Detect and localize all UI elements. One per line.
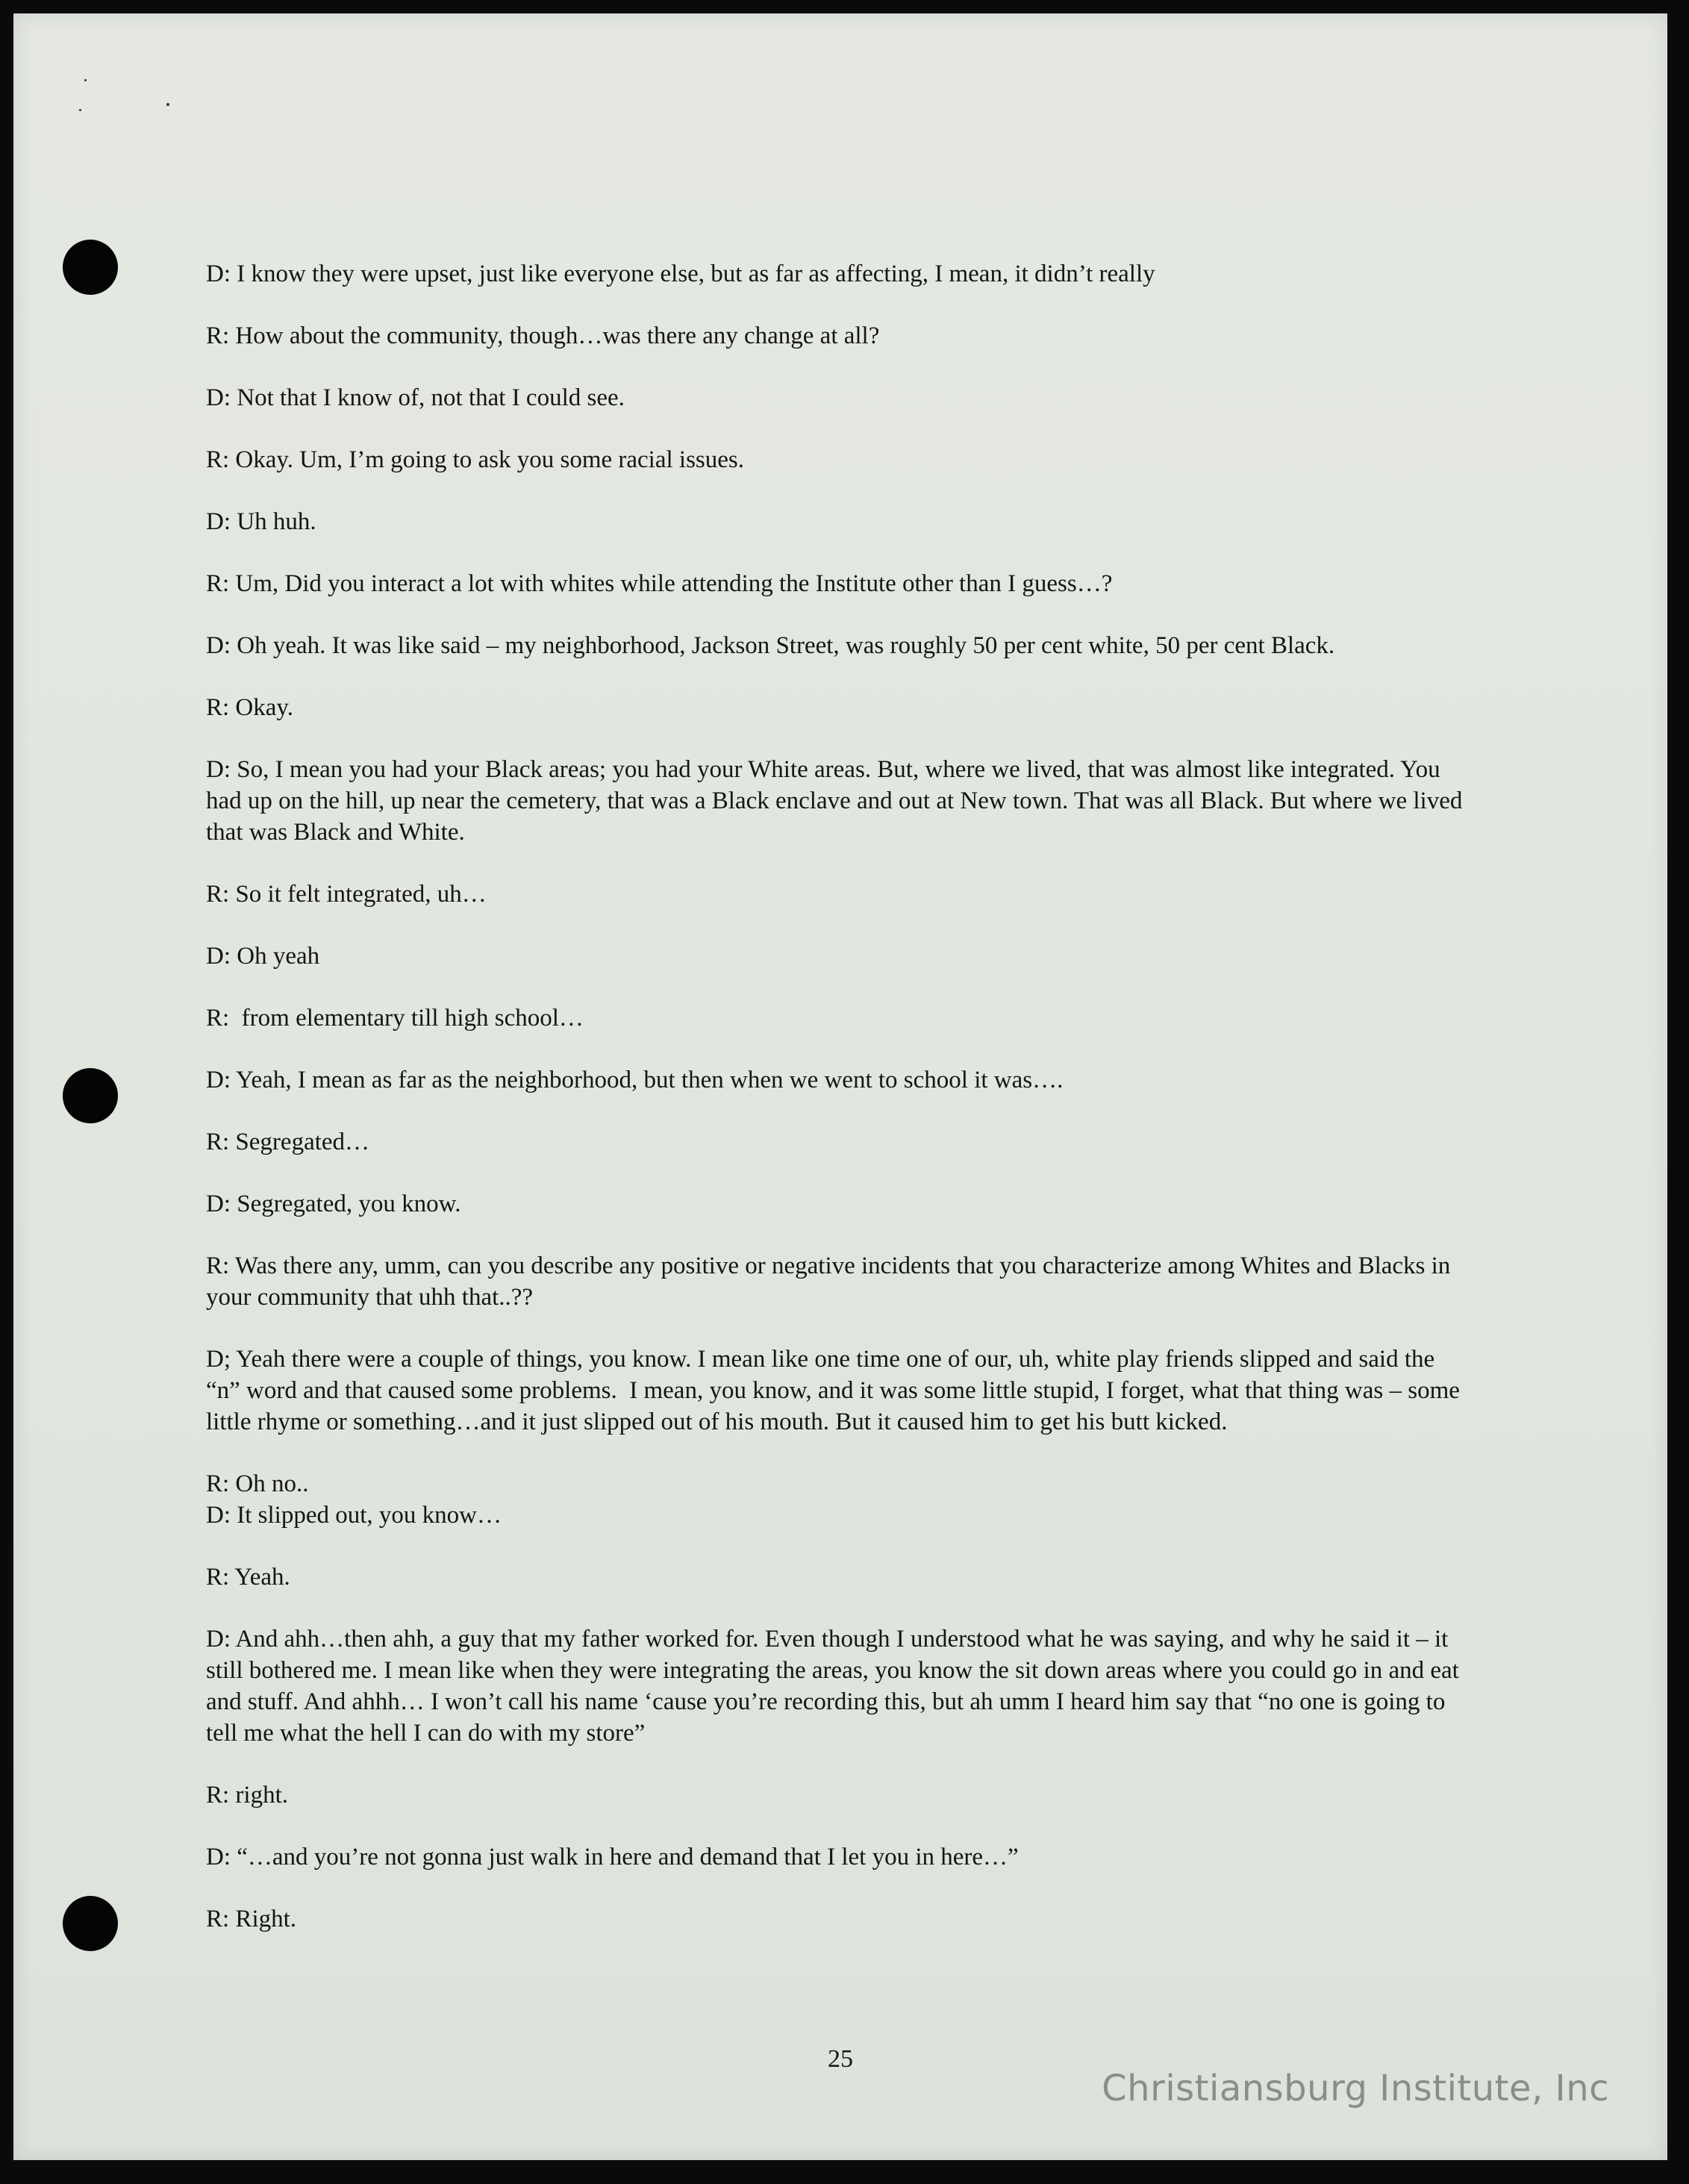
transcript-line: R: Segregated… bbox=[206, 1129, 370, 1155]
transcript-line: R: Yeah. bbox=[206, 1564, 290, 1591]
transcript-line: D; Yeah there were a couple of things, you know. I mean like one time one of our, uh, white play friends slipped and said the “n” word and that caused some problems. I mean, you know, and it was some little stupid, I forget, what that thing was – some little rhyme or something…and it just slipped out of his mouth. But it caused him to get his butt kicked. bbox=[206, 1346, 1467, 1435]
transcript-line: R: Okay. bbox=[206, 694, 294, 721]
punch-hole-top bbox=[63, 240, 118, 295]
transcript-line: D: So, I mean you had your Black areas; you had your White areas. But, where we lived, that was almost like integrated. You had up on the hill, up near the cemetery, that was a Black enclave and out at New town. That was all Black. But where we lived that was Black and White. bbox=[206, 756, 1469, 846]
paper-speck bbox=[166, 103, 169, 106]
transcript-body bbox=[206, 258, 1475, 1965]
transcript-line: D: Segregated, you know. bbox=[206, 1191, 461, 1217]
transcript-line: R: from elementary till high school… bbox=[206, 1005, 584, 1032]
page-number: 25 bbox=[828, 2045, 853, 2073]
transcript-line: D: Oh yeah. It was like said – my neighborhood, Jackson Street, was roughly 50 per cent white, 50 per cent Black. bbox=[206, 632, 1335, 659]
transcript-line: R: So it felt integrated, uh… bbox=[206, 881, 487, 908]
transcript-line: D: Oh yeah bbox=[206, 943, 320, 970]
transcript-line: R: Oh no.. bbox=[206, 1470, 309, 1497]
transcript-line: R: Was there any, umm, can you describe any positive or negative incidents that you characterize among Whites and Blacks in your community that uhh that..?? bbox=[206, 1252, 1457, 1311]
document-page bbox=[13, 13, 1667, 2160]
transcript-line: D: And ahh…then ahh, a guy that my father worked for. Even though I understood what he was saying, and why he said it – it still bothered me. I mean like when they were integrating the areas, you know the sit down areas where you could go in and eat and stuff. And ahhh… I won’t call his name ‘cause you’re recording this, but ah umm I heard him say that “no one is going to tell me what the hell I can do with my store” bbox=[206, 1626, 1466, 1747]
transcript-line: R: right. bbox=[206, 1782, 289, 1809]
transcript-line: R: Right. bbox=[206, 1906, 297, 1932]
transcript-line: D: Uh huh. bbox=[206, 508, 316, 535]
punch-hole-middle bbox=[63, 1068, 118, 1123]
transcript-line: D: Not that I know of, not that I could see. bbox=[206, 384, 625, 411]
punch-hole-bottom bbox=[63, 1896, 118, 1951]
transcript-line: D: I know they were upset, just like everyone else, but as far as affecting, I mean, it didn’t really bbox=[206, 260, 1155, 287]
watermark-text: Christiansburg Institute, Inc bbox=[1102, 2068, 1609, 2109]
paper-speck bbox=[79, 109, 81, 111]
transcript-line: D: It slipped out, you know… bbox=[206, 1502, 502, 1529]
transcript-line: R: Um, Did you interact a lot with whites while attending the Institute other than I guess…? bbox=[206, 570, 1113, 597]
transcript-line: R: Okay. Um, I’m going to ask you some racial issues. bbox=[206, 446, 745, 473]
transcript-line: D: “…and you’re not gonna just walk in here and demand that I let you in here…” bbox=[206, 1844, 1019, 1871]
transcript-line: R: How about the community, though…was there any change at all? bbox=[206, 322, 880, 349]
paper-speck bbox=[84, 79, 87, 81]
transcript-line: D: Yeah, I mean as far as the neighborhood, but then when we went to school it was…. bbox=[206, 1067, 1064, 1093]
